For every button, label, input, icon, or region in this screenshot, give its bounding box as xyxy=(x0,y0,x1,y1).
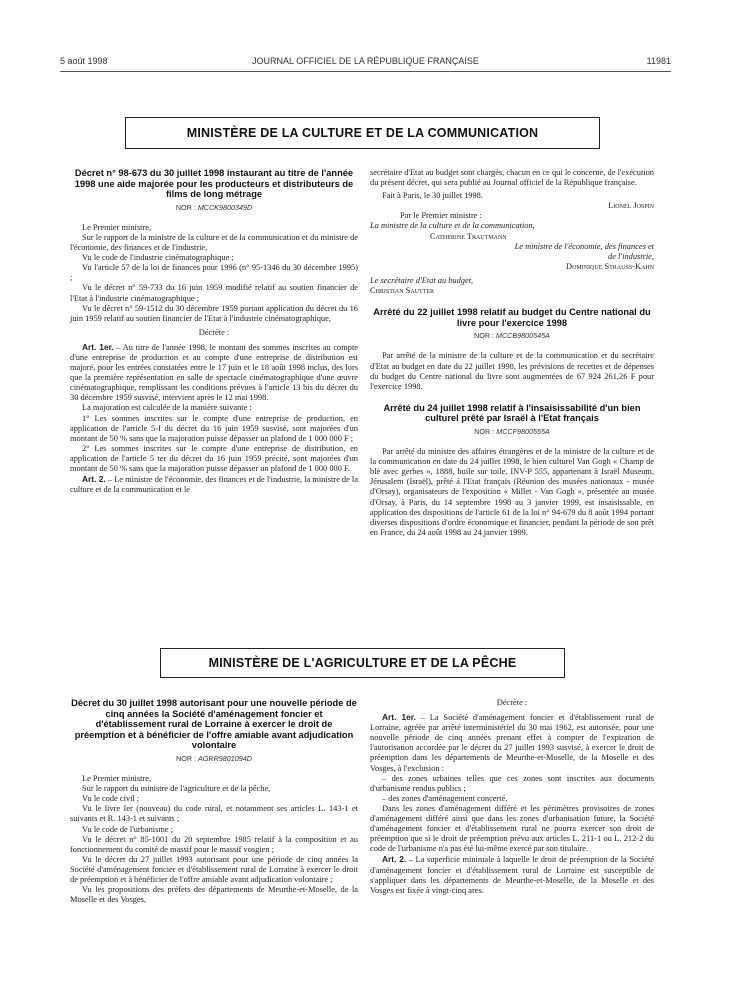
paragraph: 2° Les sommes inscrites sur le compte d'une entreprise de distribution, en application de l'article 5 ter du décret du 16 juin 1959 précité, sont majorées d'un montant de 50 % sans que la majoration puisse dépasser un plafond de 1 000 000 F. xyxy=(70,443,358,474)
decree-safer-title: Décret du 30 juillet 1998 autorisant pour une nouvelle période de cinq années la Société d'aménagement foncier et d'établissement rural de Lorraine à exercer le droit de préemption et à bénéficier de l'offre amiable avant adjudication volontaire xyxy=(71,698,357,751)
arrete-22-juillet xyxy=(370,307,654,392)
secretary-budget-title: Le secrétaire d'Etat au budget, xyxy=(370,275,474,285)
list-item: – des zones urbaines telles que ces zones sont inscrites aux documents d'urbanisme rendus publics ; xyxy=(370,773,654,793)
place-date: Fait à Paris, le 30 juillet 1998. xyxy=(382,191,483,201)
paragraph: Le Premier ministre, xyxy=(82,222,152,232)
article-2: Art. 2. – Le ministre de l'économie, des finances et de l'industrie, la ministre de la culture et de la communication et le xyxy=(70,474,358,495)
decrete-label: Décrète : xyxy=(198,327,230,337)
arrete-22-text: Par arrêté de la ministre de la culture et de la communication et du secrétaire d'Etat au budget en date du 22 juillet 1998, les prévisions de recettes et de dépenses du budget du Centre national du livre sont augmentées de 67 924 261,26 F pour l'exercice 1998. xyxy=(370,351,654,391)
par-le-premier-ministre: Par le Premier ministre : xyxy=(400,211,482,221)
arrete-24-nor: NOR : MCCF9800555A xyxy=(474,426,550,436)
article-1: Art. 1er. – Au titre de l'année 1998, le montant des sommes inscrites au compte d'une entreprise de production et au compte d'une entreprise de distribution est majoré, pour les entrées constatées entre le 17 juin et le 18 août 1998 inclus, des lors que la première représentation en salle de spectacle cinématographique d'une œuvre cinématographique, remplissant les conditions prévues à l'article 13 bis du décret du 30 décembre 1959 susvisé, intervient après le 12 mai 1998. xyxy=(70,341,358,403)
arrete-24-juillet xyxy=(370,403,654,538)
signature-prime-minister: Lionel Jospin xyxy=(608,201,654,211)
paragraph: Vu le code civil ; xyxy=(82,794,140,804)
decrete-label: Décrète : xyxy=(496,698,528,707)
arrete-22-title: Arrêté du 22 juillet 1998 relatif au budget du Centre national du livre pour l'exercice 1998 xyxy=(373,307,651,328)
signature-economy-minister: Dominique Strauss-Kahn xyxy=(566,261,654,271)
paragraph: Vu le décret n° 85-1001 du 20 septembre 1985 relatif à la composition et au fonctionnement du comité de massif pour le massif vosgien ; xyxy=(70,834,358,854)
arrete-24-title: Arrêté du 24 juillet 1998 relatif à l'insaisissabilité d'un bien culturel prêté par Israël à l'Etat français xyxy=(383,402,641,424)
paragraph: Sur le rapport de la ministre de la culture et de la communication et du ministre de l'économie, des finances et de l'industrie, xyxy=(70,232,358,253)
paragraph: Vu le code de l'industrie cinématographique ; xyxy=(82,253,234,263)
ministry-agriculture-heading xyxy=(160,648,565,678)
decree-98-673 xyxy=(70,168,358,495)
header-journal-title: JOURNAL OFFICIEL DE LA RÉPUBLIQUE FRANÇAISE xyxy=(252,56,479,66)
paragraph: Vu le code de l'urbanisme ; xyxy=(82,824,174,834)
paragraph: Vu le décret n° 59-733 du 16 juin 1959 modifié relatif au soutien financier de l'Etat à l'industrie cinématographique ; xyxy=(70,283,358,303)
article-2: Art. 2. – La superficie minimale à laquelle le droit de préemption de la Société d'aménagement foncier et d'établissement rural de Lorraine est susceptible de s'appliquer dans les départements de Meurthe-et-Moselle, de la Moselle et des Vosges est fixée à vingt-cinq ares. xyxy=(370,854,654,895)
paragraph: Le Premier ministre, xyxy=(82,774,152,784)
paragraph: Dans les zones d'aménagement différé et les périmètres provisoires de zones d'aménagement différé ainsi que dans les zones d'urbanisation future, la Société d'aménagement foncier et d'établissement rural ne pourra exercer son droit de préemption que si le droit de préemption prévu aux articles L. 211-1 ou L. 212-2 du code de l'urbanisme n'a pas été lui-même exercé par son titulaire. xyxy=(370,803,654,854)
list-item: – des zones d'aménagement concerté. xyxy=(382,793,508,803)
paragraph: Vu les propositions des préfets des départements de Meurthe-et-Moselle, de la Moselle et des Vosges, xyxy=(70,885,358,905)
decree-safer-nor: NOR : AGRR9801094D xyxy=(176,753,252,763)
paragraph: Vu le livre Ier (nouveau) du code rural, et notamment ses articles L. 143-1 et suivants et R. 143-1 et suivants ; xyxy=(70,804,358,824)
ministry-culture-title: MINISTÈRE DE LA CULTURE ET DE LA COMMUNICATION xyxy=(186,126,539,140)
decree-safer-articles xyxy=(370,698,654,896)
paragraph: Vu le décret du 27 juillet 1993 autorisant pour une période de cinq années la Société d'aménagement foncier et d'établissement rural de Lorraine à exercer le droit de préemption et à bénéficier de l'offre amiable avant adjudication volontaire ; xyxy=(70,854,358,884)
ministry-culture-heading xyxy=(125,117,600,149)
signature-budget-secretary: Christian Sautter xyxy=(370,286,434,296)
header-page-number: 11981 xyxy=(646,56,671,66)
minister-culture-title: La ministre de la culture et de la communication, xyxy=(370,221,535,231)
decree-98-673-nor: NOR : MCCK9800349D xyxy=(175,202,253,212)
paragraph: Vu le décret n° 59-1512 du 30 décembre 1959 portant application du décret du 16 juin 1959 relatif au soutien financier de l'Etat à l'industrie cinématographique, xyxy=(70,303,358,323)
paragraph: Sur le rapport du ministre de l'agriculture et de la pêche, xyxy=(82,784,271,794)
paragraph: Vu l'article 57 de la loi de finances pour 1996 (n° 95-1346 du 30 décembre 1995) ; xyxy=(70,263,358,283)
signature-culture-minister: Catherine Trautmann xyxy=(430,231,507,241)
decree-98-673-continued xyxy=(370,168,654,538)
paragraph: secrétaire d'Etat au budget sont chargés, chacun en ce qui le concerne, de l'exécution du présent décret, qui sera publié au Journal officiel de la République française. xyxy=(370,168,654,188)
ministry-agriculture-title: MINISTÈRE DE L'AGRICULTURE ET DE LA PÊCHE xyxy=(208,656,517,670)
arrete-22-nor: NOR : MCCB9800545A xyxy=(474,331,550,341)
article-1: Art. 1er. – La Société d'aménagement foncier et d'établissement rural de Lorraine, agréée par arrêté interministériel du 30 mai 1962, est autorisée, pour une nouvelle période de cinq années prenant effet à compter de l'expiration de l'autorisation accordée par le décret du 27 juillet 1993 susvisé, à exercer le droit de préemption dans les départements de Meurthe-et-Moselle, de la Moselle et des Vosges, à l'exclusion : xyxy=(370,712,654,773)
header-date: 5 août 1998 xyxy=(60,56,108,66)
header-rule xyxy=(60,71,671,72)
decree-98-673-title: Décret n° 98-673 du 30 juillet 1998 instaurant au titre de l'année 1998 une aide majorée pour les producteurs et distributeurs de films de long métrage xyxy=(74,168,354,200)
running-header xyxy=(60,56,671,70)
decree-safer-lorraine xyxy=(70,698,358,905)
arrete-24-text: Par arrêté du ministre des affaires étrangères et de la ministre de la culture et de la communication en date du 24 juillet 1998, le bien culturel Van Gogh « Champ de blé avec gerbes », 1888, huile sur toile, INV-P 555, appartenant à Israël Museum, Jérusalem (Israël), prêté à l'Etat français (Réunion des musées nationaux - musée d'Orsay), organisateurs de l'exposition « Millet - Van Gogh », présentée au musée d'Orsay, à Paris, du 14 septembre 1998 au 3 janvier 1999, est insaisissable, en application des dispositions de l'article 61 de la loi n° 94-679 du 8 août 1994 portant diverses dispositions d'ordre économique et financier, pendant la période de son prêt en France, du 24 août 1998 au 24 janvier 1999. xyxy=(370,447,654,537)
paragraph: La majoration est calculée de la manière suivante : xyxy=(82,403,252,413)
minister-economy-title: Le ministre de l'économie, des finances et de l'industrie, xyxy=(514,241,654,261)
paragraph: 1° Les sommes inscrites sur le compte d'une entreprise de production, en application de l'article 5-I du décret du 16 juin 1959 susvisé, sont majorées d'un montant de 50 % sans que la majoration puisse dépasser un plafond de 1 000 000 F ; xyxy=(70,413,358,443)
